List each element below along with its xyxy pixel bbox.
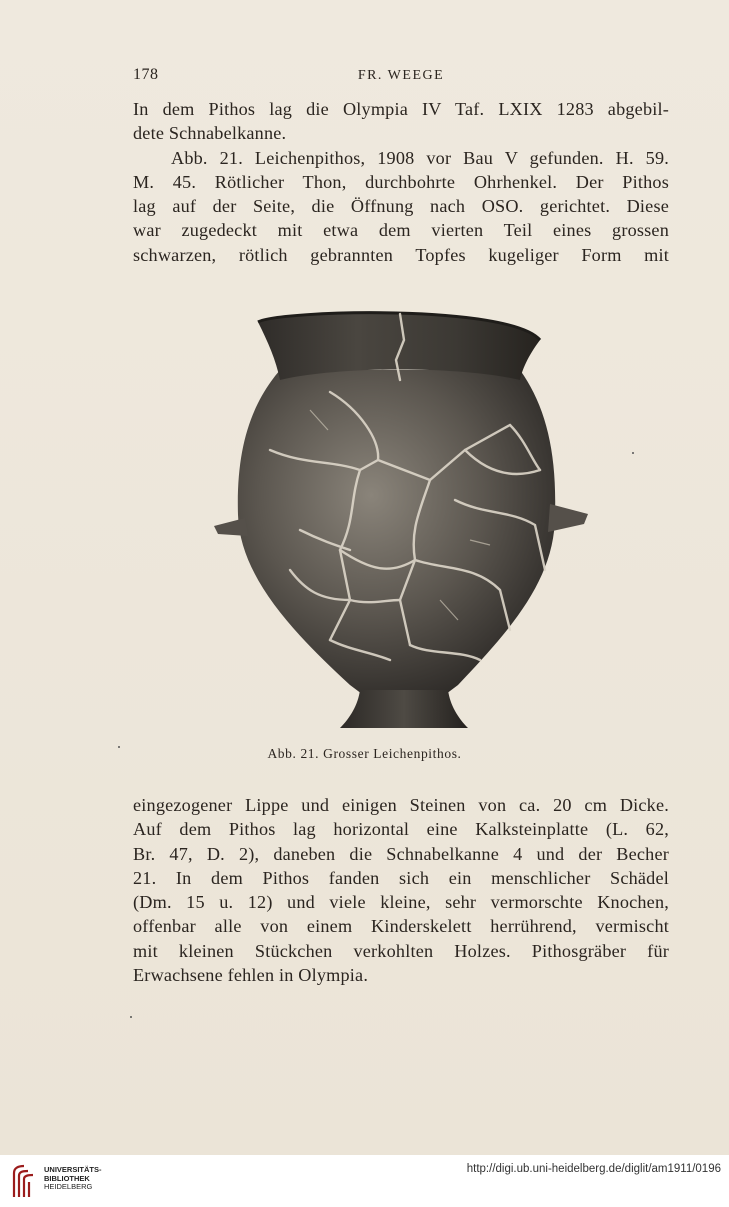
- paper-speck: [118, 746, 120, 748]
- pithos-foot: [340, 690, 468, 728]
- text-line: (Dm. 15 u. 12) und viele kleine, sehr vermorschte Knochen,: [133, 892, 669, 913]
- paragraph-bottom: [133, 793, 669, 987]
- footer-bar: [0, 1155, 729, 1207]
- text-line: lag auf der Seite, die Öffnung nach OSO. gerichtet. Diese: [133, 196, 669, 217]
- page-number: 178: [133, 66, 159, 83]
- text-line: Auf dem Pithos lag horizontal eine Kalksteinplatte (L. 62,: [133, 819, 669, 840]
- pithos-photograph: [210, 300, 600, 732]
- text-line: Abb. 21. Leichenpithos, 1908 vor Bau V gefunden. H. 59.: [171, 147, 669, 168]
- library-name-line: BIBLIOTHEK: [44, 1173, 90, 1183]
- figure-caption: Abb. 21. Grosser Leichenpithos.: [267, 746, 462, 761]
- right-handle: [548, 504, 588, 532]
- library-name-line: HEIDELBERG: [44, 1182, 93, 1191]
- source-url-link[interactable]: http://digi.ub.uni-heidelberg.de/diglit/am1911/0196: [466, 1163, 721, 1175]
- pithos-body: [238, 370, 555, 700]
- paper-speck: [632, 452, 634, 454]
- text-line: eingezogener Lippe und einigen Steinen von ca. 20 cm Dicke.: [133, 795, 669, 815]
- library-name: [44, 1166, 102, 1192]
- text-line: war zugedeckt mit etwa dem vierten Teil eines grossen: [133, 220, 669, 241]
- left-handle: [214, 518, 248, 536]
- running-head-author: FR. WEEGE: [357, 68, 445, 83]
- library-logo-icon: [8, 1163, 40, 1199]
- text-line: Erwachsene fehlen in Olympia.: [133, 965, 369, 986]
- library-name-line: UNIVERSITÄTS-: [44, 1165, 102, 1174]
- text-line: schwarzen, rötlich gebrannten Topfes kugeliger Form mit: [133, 244, 669, 265]
- text-line: 21. In dem Pithos fanden sich ein menschlicher Schädel: [133, 867, 669, 888]
- text-line: In dem Pithos lag die Olympia IV Taf. LXIX 1283 abgebil-: [133, 99, 669, 119]
- paragraph-top: [133, 97, 669, 267]
- text-line: offenbar alle von einem Kinderskelett herrührend, vermischt: [133, 916, 669, 937]
- text-line: mit kleinen Stückchen verkohlten Holzes. Pithosgräber für: [133, 940, 669, 961]
- paper-speck: [130, 1016, 132, 1018]
- text-line: M. 45. Rötlicher Thon, durchbohrte Ohrhenkel. Der Pithos: [133, 171, 669, 192]
- text-line: Br. 47, D. 2), daneben die Schnabelkanne 4 und der Becher: [133, 843, 669, 864]
- text-line: dete Schnabelkanne.: [133, 123, 287, 144]
